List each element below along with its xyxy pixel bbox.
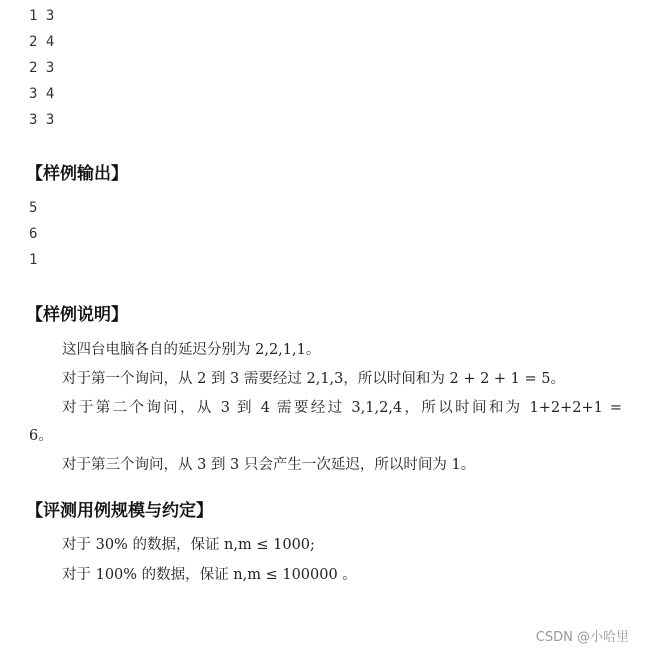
constraint-line-1: 对于 30% 的数据，保证 n,m ≤ 1000; — [62, 537, 315, 553]
explanation-line-4: 对于第三个询问，从 3 到 3 只会产生一次延迟，所以时间为 1。 — [62, 457, 476, 473]
input-line: 2 3 — [29, 60, 55, 76]
input-line: 3 4 — [29, 86, 55, 102]
input-line: 3 3 — [29, 112, 55, 128]
input-line: 2 4 — [29, 34, 55, 50]
explanation-line-2: 对于第一个询问，从 2 到 3 需要经过 2,1,3，所以时间和为 2 + 2 + 1 = 5。 — [62, 371, 566, 387]
input-line: 1 3 — [29, 8, 55, 24]
explanation-line-3: 对于第二个询问，从 3 到 4 需要经过 3,1,2,4，所以时间和为 1+2+2+1 = — [62, 400, 622, 416]
sample-explanation-heading: 【样例说明】 — [26, 305, 128, 325]
explanation-line-1: 这四台电脑各自的延迟分别为 2,2,1,1。 — [62, 342, 321, 358]
output-line: 1 — [29, 252, 38, 268]
constraints-heading: 【评测用例规模与约定】 — [26, 501, 213, 521]
constraint-line-2: 对于 100% 的数据，保证 n,m ≤ 100000 。 — [62, 567, 357, 583]
csdn-watermark: CSDN @小哈里 — [535, 630, 629, 645]
output-line: 6 — [29, 226, 38, 242]
output-line: 5 — [29, 200, 38, 216]
explanation-line-3-continued: 6。 — [29, 428, 53, 444]
sample-output-heading: 【样例输出】 — [26, 164, 128, 184]
